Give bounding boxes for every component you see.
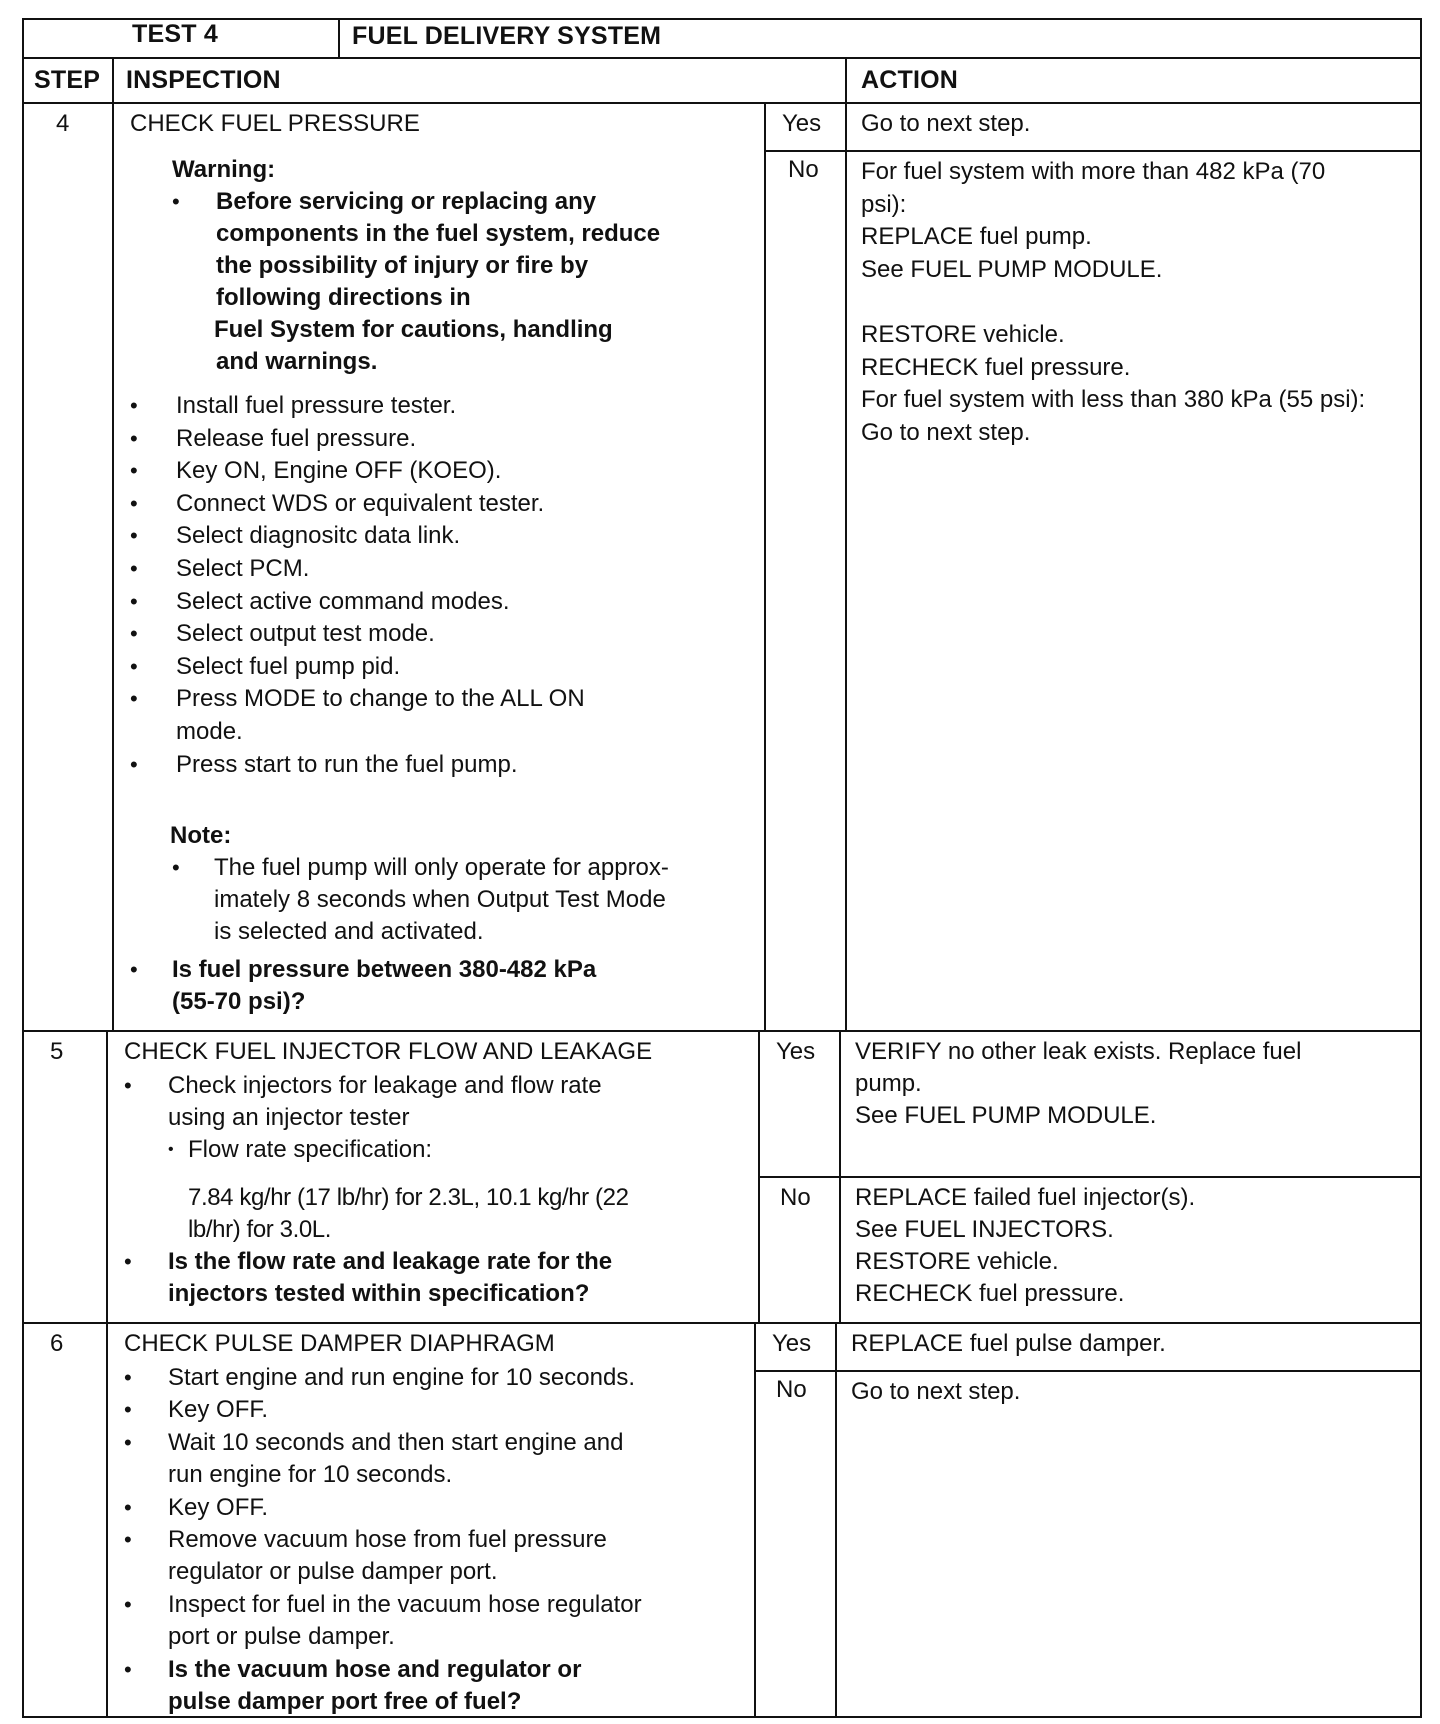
yes-label: Yes (782, 110, 822, 137)
no-label: No (788, 156, 819, 183)
list-item: • Select active command modes. (130, 587, 510, 615)
warning-text: Before servicing or replacing any components in the fuel system, reduce the possibility of injury or fire by following directions in Fuel System for cautions, handling and warnings. (214, 188, 661, 375)
col-step-header: STEP (34, 66, 101, 94)
yes-action: VERIFY no other leak exists. Replace fuel pump. See FUEL PUMP MODULE. (855, 1038, 1302, 1129)
test-title-cell (338, 18, 1422, 57)
list-item: • Key ON, Engine OFF (KOEO). (130, 457, 502, 485)
step-number: 4 (56, 110, 70, 137)
yes-label: Yes (772, 1330, 812, 1357)
step-number: 6 (50, 1330, 64, 1357)
list-item: • Key OFF. (124, 1396, 269, 1424)
test-label: TEST 4 (132, 20, 218, 48)
step-title: CHECK PULSE DAMPER DIAPHRAGM (124, 1330, 555, 1357)
action-header-cell (845, 59, 1422, 102)
inspection-header-cell (112, 59, 845, 102)
list-item: • Release fuel pressure. (130, 424, 417, 452)
no-label: No (780, 1184, 811, 1211)
step-6-row (22, 1322, 1422, 1718)
flow-spec: 7.84 kg/hr (17 lb/hr) for 2.3L, 10.1 kg/hr (22 lb/hr) for 3.0L. (188, 1184, 629, 1243)
list-item: • Select diagnositc data link. (130, 522, 461, 550)
no-action: For fuel system with more than 482 kPa (70 psi): REPLACE fuel pump. See FUEL PUMP MODULE. RESTORE vehicle. RECHECK fuel pressure. For fuel system with less than 380 kPa (55 psi): Go to next step. (861, 158, 1366, 446)
step-6-action (835, 1324, 1422, 1718)
yes-action: REPLACE fuel pulse damper. (851, 1330, 1166, 1357)
step-5-row (22, 1030, 1422, 1322)
no-label: No (776, 1376, 807, 1403)
step-4-row (22, 102, 1422, 1030)
title-row (22, 18, 1422, 57)
yes-action: Go to next step. (861, 110, 1031, 137)
step-5-answer-col (758, 1032, 839, 1322)
step-4-inspection: CHECK FUEL PRESSURE Warning: • Before servicing or replacing any components in the fuel system, reduce the possibility of injury or fire by following directions in Fuel System for cautions, handling and warnings. • Install fuel pressure tester. • Release fuel pressure. • Key ON, Engine OFF (KOEO). • Connect WDS or equivalent tester. • Select diagnositc data link. • Select PCM. • Select active command modes. • Select output test mode. • Select fuel pump pid. • Press MODE to change to the ALL ON mode. • Press start to run the fuel pump. Note: • The fuel pump will only operate for approx- imately 8 seconds when Output Test Mode is selected and activated. • Is fuel pressure between 380-482 kPa (55-70 psi)? (112, 104, 764, 1030)
list-item: port or pulse damper. (168, 1623, 395, 1651)
list-item: • Select output test mode. (130, 620, 435, 648)
note-label: Note: (170, 822, 232, 849)
list-item: • Start engine and run engine for 10 seconds. (124, 1364, 635, 1391)
list-item: • Connect WDS or equivalent tester. (130, 489, 545, 517)
list-item: regulator or pulse damper port. (168, 1558, 498, 1586)
step-title: CHECK FUEL PRESSURE (130, 110, 420, 137)
list-item: • Remove vacuum hose from fuel pressure (124, 1525, 607, 1553)
step-5-action (839, 1032, 1422, 1322)
test-table (22, 18, 1422, 1718)
no-action: REPLACE failed fuel injector(s). See FUEL INJECTORS. RESTORE vehicle. RECHECK fuel pressure. (855, 1184, 1196, 1307)
list-item: • Inspect for fuel in the vacuum hose regulator (124, 1590, 642, 1618)
column-header-row (22, 57, 1422, 102)
step-6-inspection: CHECK PULSE DAMPER DIAPHRAGM • Start engine and run engine for 10 seconds. • Key OFF. • Wait 10 seconds and then start engine and run engine for 10 seconds. • Key OFF. • Remove vacuum hose from fuel pressure regulator or pulse damper port. • Inspect for fuel in the vacuum hose regulator port or pulse damper. • Is the vacuum hose and regulator or pulse damper port free of fuel? (106, 1324, 754, 1718)
step-number: 5 (50, 1038, 64, 1065)
col-action-header: ACTION (861, 66, 959, 94)
yes-label: Yes (776, 1038, 816, 1065)
list-item: • Select PCM. (130, 554, 310, 582)
list-item: • Press MODE to change to the ALL ON (130, 685, 585, 713)
warning-bullet: • (172, 189, 180, 214)
step-4-action (845, 104, 1422, 1030)
list-item: • Install fuel pressure tester. (130, 392, 457, 419)
list-item: • Press start to run the fuel pump. (130, 750, 518, 778)
procedure-list (124, 1362, 744, 1654)
test-title: FUEL DELIVERY SYSTEM (352, 22, 662, 50)
list-item: • Select fuel pump pid. (130, 652, 401, 680)
warning-label: Warning: (172, 156, 276, 183)
col-inspection-header: INSPECTION (126, 66, 281, 94)
list-item: • Key OFF. (124, 1493, 269, 1521)
list-item: run engine for 10 seconds. (168, 1461, 453, 1489)
step-6-answer-col (754, 1324, 835, 1718)
no-action: Go to next step. (851, 1378, 1021, 1405)
step-5-inspection: CHECK FUEL INJECTOR FLOW AND LEAKAGE • Check injectors for leakage and flow rate using an injector tester • Flow rate specification: 7.84 kg/hr (17 lb/hr) for 2.3L, 10.1 kg/hr (22 lb/hr) for 3.0L. • Is the flow rate and leakage rate for the injectors tested within specification? (106, 1032, 758, 1322)
list-item: mode. (176, 717, 243, 745)
list-item: • Wait 10 seconds and then start engine and (124, 1428, 624, 1456)
step-title: CHECK FUEL INJECTOR FLOW AND LEAKAGE (124, 1038, 653, 1065)
procedure-list (130, 390, 750, 781)
step-4-answer-col (764, 104, 845, 1030)
